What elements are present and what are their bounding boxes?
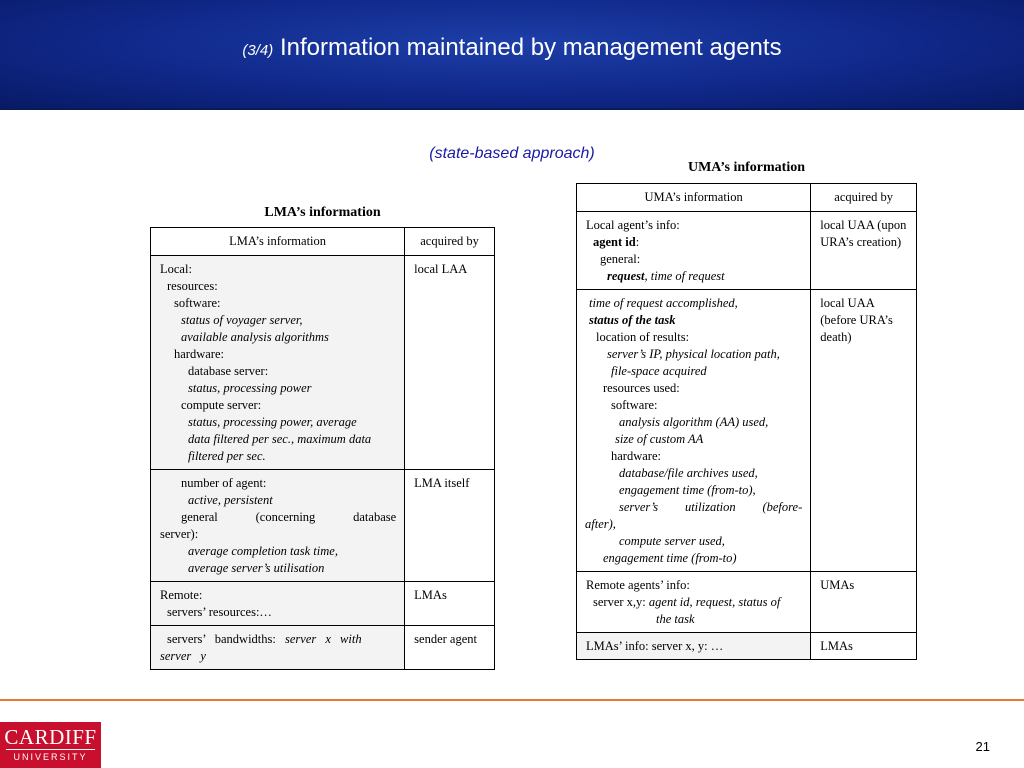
lma-local-line: Local: bbox=[160, 262, 192, 276]
logo-top-text: CARDIFF bbox=[4, 725, 97, 749]
lma-bandwidth-label: servers’ bandwidths: bbox=[167, 632, 276, 646]
lma-col-acquired-header: acquired by bbox=[405, 228, 495, 256]
lma-row-bandwidth bbox=[151, 626, 495, 670]
title-text: Information maintained by management agents bbox=[279, 34, 782, 61]
slide-subtitle: (state-based approach) bbox=[429, 145, 595, 162]
uma-death-line: file-space acquired bbox=[611, 364, 707, 378]
logo-bottom-text: UNIVERSITY bbox=[13, 752, 88, 762]
cardiff-university-logo bbox=[0, 722, 101, 768]
lma-row-local bbox=[151, 256, 495, 470]
page-number: 21 bbox=[975, 739, 990, 754]
lma-row-agents bbox=[151, 470, 495, 582]
uma-local-death-cell bbox=[577, 290, 811, 572]
lma-local-line: compute server: bbox=[181, 398, 262, 412]
uma-row-remote bbox=[577, 572, 917, 633]
uma-local-line: Local agent’s info: bbox=[586, 218, 680, 232]
lma-local-line: resources: bbox=[167, 279, 218, 293]
lma-local-line: database server: bbox=[188, 364, 269, 378]
lma-local-acquired: local LAA bbox=[405, 256, 495, 470]
lma-agents-line: general (concerning database server): bbox=[160, 510, 397, 541]
lma-local-line: software: bbox=[174, 296, 221, 310]
lma-local-line: filtered per sec. bbox=[188, 449, 266, 463]
lma-bandwidth-cell bbox=[151, 626, 405, 670]
uma-death-line: resources used: bbox=[603, 381, 680, 395]
lma-agents-acquired: LMA itself bbox=[405, 470, 495, 582]
lma-local-line: available analysis algorithms bbox=[181, 330, 329, 344]
lma-agents-line: average completion task time, bbox=[188, 544, 338, 558]
uma-local-line: , time of request bbox=[644, 269, 725, 283]
uma-death-line: engagement time (from-to) bbox=[603, 551, 737, 565]
uma-lmas-acquired: LMAs bbox=[811, 633, 917, 660]
uma-remote-line: the task bbox=[656, 612, 695, 626]
lma-remote-cell bbox=[151, 582, 405, 626]
uma-remote-cell bbox=[577, 572, 811, 633]
uma-remote-server-label: server x,y: bbox=[593, 595, 646, 609]
uma-death-line: size of custom AA bbox=[615, 432, 704, 446]
lma-caption: LMA’s information bbox=[264, 205, 381, 220]
uma-death-line: status of the task bbox=[589, 313, 676, 327]
lma-remote-acquired: LMAs bbox=[405, 582, 495, 626]
lma-local-line: hardware: bbox=[174, 347, 224, 361]
uma-death-line: software: bbox=[611, 398, 658, 412]
uma-col-acquired-header: acquired by bbox=[811, 184, 917, 212]
lma-bandwidth-acquired: sender agent bbox=[405, 626, 495, 670]
uma-row-local-death bbox=[577, 290, 917, 572]
lma-local-line: status of voyager server, bbox=[181, 313, 303, 327]
uma-remote-acquired: UMAs bbox=[811, 572, 917, 633]
lma-header-row bbox=[151, 228, 495, 256]
lma-local-cell bbox=[151, 256, 405, 470]
uma-agent-id-label: agent id bbox=[593, 235, 636, 249]
uma-death-line: compute server used, bbox=[619, 534, 725, 548]
lma-bandwidth-value: server x with server y bbox=[160, 632, 362, 663]
uma-death-line: server’s utilization (before-after), bbox=[585, 500, 803, 531]
uma-caption: UMA’s information bbox=[687, 160, 806, 175]
uma-row-local-creation bbox=[577, 212, 917, 290]
uma-death-line: time of request accomplished, bbox=[589, 296, 738, 310]
lma-agents-cell bbox=[151, 470, 405, 582]
uma-death-line: location of results: bbox=[596, 330, 690, 344]
uma-local-line: : bbox=[635, 235, 640, 249]
logo-rule bbox=[6, 749, 95, 750]
uma-death-line: database/file archives used, bbox=[619, 466, 758, 480]
uma-table bbox=[576, 183, 917, 660]
uma-local-creation-cell bbox=[577, 212, 811, 290]
uma-local-creation-acquired: local UAA (upon URA’s creation) bbox=[811, 212, 917, 290]
uma-local-death-acquired: local UAA (before URA’s death) bbox=[811, 290, 917, 572]
lma-remote-line: Remote: bbox=[160, 588, 203, 602]
uma-row-lmas bbox=[577, 633, 917, 660]
uma-local-line: general: bbox=[600, 252, 641, 266]
lma-remote-line: servers’ resources:… bbox=[167, 605, 272, 619]
title-number: (3/4) bbox=[242, 42, 274, 59]
lma-local-line: status, processing power, average bbox=[188, 415, 357, 429]
uma-col-info-header: UMA’s information bbox=[577, 184, 811, 212]
lma-col-info-header: LMA’s information bbox=[151, 228, 405, 256]
uma-remote-line: Remote agents’ info: bbox=[586, 578, 690, 592]
lma-agents-line: active, persistent bbox=[188, 493, 273, 507]
lma-local-line: status, processing power bbox=[188, 381, 312, 395]
uma-death-line: hardware: bbox=[611, 449, 661, 463]
uma-death-line: analysis algorithm (AA) used, bbox=[619, 415, 769, 429]
lma-local-line: data filtered per sec., maximum data bbox=[188, 432, 372, 446]
title-bar bbox=[0, 0, 1024, 110]
lma-agents-line: average server’s utilisation bbox=[188, 561, 325, 575]
slide-title bbox=[0, 34, 1024, 62]
uma-remote-line: agent id, request, status of bbox=[648, 595, 781, 609]
footer-divider bbox=[0, 699, 1024, 701]
uma-lmas-cell: LMAs’ info: server x, y: … bbox=[577, 633, 811, 660]
uma-death-line: server’s IP, physical location path, bbox=[607, 347, 780, 361]
uma-death-line: engagement time (from-to), bbox=[619, 483, 756, 497]
lma-agents-line: number of agent: bbox=[181, 476, 267, 490]
lma-table bbox=[150, 227, 495, 670]
lma-row-remote bbox=[151, 582, 495, 626]
uma-header-row bbox=[577, 184, 917, 212]
uma-request-label: request bbox=[607, 269, 645, 283]
